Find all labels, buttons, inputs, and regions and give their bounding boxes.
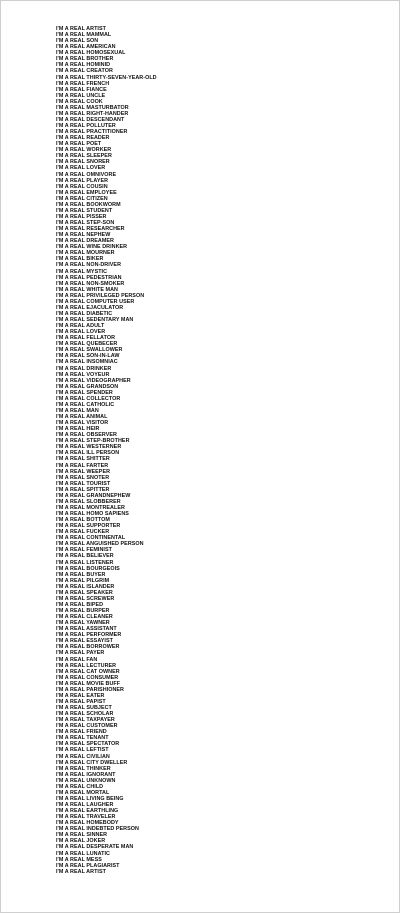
text-line: I'M A REAL COMPUTER USER <box>56 298 135 305</box>
text-line: I'M A REAL PEDESTRIAN <box>56 274 122 281</box>
text-line: I'M A REAL FAN <box>56 656 98 663</box>
text-line: I'M A REAL BOTTOM <box>56 517 110 524</box>
text-line: I'M A REAL EMPLOYEE <box>56 189 117 196</box>
text-line: I'M A REAL PISSER <box>56 213 107 220</box>
text-line: I'M A REAL NON-DRIVER <box>56 262 122 269</box>
text-line: I'M A REAL DRINKER <box>56 365 112 372</box>
text-line: I'M A REAL SLEEPER <box>56 153 112 160</box>
text-line: I'M A REAL SON-IN-LAW <box>56 353 120 360</box>
text-line: I'M A REAL LIVING BEING <box>56 795 124 802</box>
text-line: I'M A REAL CAT OWNER <box>56 668 120 675</box>
text-line: I'M A REAL EARTHLING <box>56 808 119 815</box>
text-line: I'M A REAL SEDENTARY MAN <box>56 317 134 323</box>
text-line: I'M A REAL WHITE MAN <box>56 286 118 293</box>
text-line: I'M A REAL TENANT <box>56 735 109 742</box>
text-line: I'M A REAL ARTIST <box>56 26 106 32</box>
text-line: I'M A REAL FEMINIST <box>56 547 112 554</box>
text-line: I'M A REAL DESPERATE MAN <box>56 844 134 851</box>
text-line: I'M A REAL SUPPORTER <box>56 523 121 530</box>
text-line: I'M A REAL DESCENDANT <box>56 116 125 123</box>
text-line: I'M A REAL INDEBTED PERSON <box>56 826 139 833</box>
text-line: I'M A REAL STUDENT <box>56 207 113 214</box>
text-line: I'M A REAL NON-SMOKER <box>56 280 125 287</box>
text-line: I'M A REAL LECTURER <box>56 662 117 669</box>
text-line: I'M A REAL READER <box>56 135 110 142</box>
text-line: I'M A REAL EJACULATOR <box>56 304 124 311</box>
text-line: I'M A REAL GRANDSON <box>56 383 119 390</box>
text-line: I'M A REAL JOKER <box>56 838 106 845</box>
text-line: I'M A REAL UNCLE <box>56 92 106 99</box>
text-line: I'M A REAL LEFTIST <box>56 747 109 754</box>
text-line: I'M A REAL SCHOLAR <box>56 711 114 718</box>
text-line: I'M A REAL CHILD <box>56 783 104 790</box>
text-line: I'M A REAL COUSIN <box>56 183 108 190</box>
text-line: I'M A REAL DREAMER <box>56 238 114 245</box>
text-line: I'M A REAL SUBJECT <box>56 705 112 711</box>
text-line: I'M A REAL RESEARCHER <box>56 226 125 233</box>
text-line: I'M A REAL SCREWER <box>56 595 115 602</box>
text-line: I'M A REAL VOYEUR <box>56 371 110 378</box>
text-line: I'M A REAL CITY DWELLER <box>56 759 128 766</box>
text-line: I'M A REAL LISTENER <box>56 559 114 566</box>
text-line: I'M A REAL POLLUTER <box>56 123 116 129</box>
text-line: I'M A REAL SWALLOWER <box>56 347 123 354</box>
text-line: I'M A REAL THINKER <box>56 765 111 772</box>
text-line: I'M A REAL CONSUMER <box>56 674 119 681</box>
text-line: I'M A REAL OBSERVER <box>56 432 117 439</box>
text-line: I'M A REAL PERFORMER <box>56 632 122 639</box>
text-line: I'M A REAL CONTINENTAL <box>56 535 126 542</box>
text-line: I'M A REAL PRIVILEGED PERSON <box>56 292 145 299</box>
text-line: I'M A REAL FRIEND <box>56 729 107 736</box>
text-line: I'M A REAL WORKER <box>56 147 112 154</box>
text-line: I'M A REAL FIANCE <box>56 86 107 93</box>
text-line: I'M A REAL BURPER <box>56 608 110 614</box>
text-line: I'M A REAL GRANDNEPHEW <box>56 492 131 499</box>
text-line: I'M A REAL MOVIE BUFF <box>56 680 121 687</box>
text-line: I'M A REAL HOMOSEXUAL <box>56 50 126 57</box>
text-line: I'M A REAL HOMO SAPIENS <box>56 511 129 517</box>
text-line: I'M A REAL SHITTER <box>56 456 110 463</box>
text-line: I'M A REAL VIDEOGRAPHER <box>56 377 131 384</box>
text-line: I'M A REAL BIKER <box>56 256 104 263</box>
text-line: I'M A REAL HOMEBODY <box>56 820 119 827</box>
text-line: I'M A REAL CITIZEN <box>56 195 108 202</box>
text-line: I'M A REAL SON <box>56 38 99 45</box>
text-line: I'M A REAL WINE DRINKER <box>56 244 128 251</box>
text-line: I'M A REAL STEP-BROTHER <box>56 438 130 445</box>
text-line: I'M A REAL PLAGIARIST <box>56 862 120 869</box>
text-line: I'M A REAL MONTREALER <box>56 504 125 511</box>
text-line: I'M A REAL PAPIST <box>56 698 106 705</box>
text-line: I'M A REAL MAMMAL <box>56 32 112 39</box>
text-line: I'M A REAL PARISHIONER <box>56 686 124 693</box>
text-line: I'M A REAL CUSTOMER <box>56 723 118 730</box>
text-line: I'M A REAL VISITOR <box>56 420 109 427</box>
text-line: I'M A REAL SNORER <box>56 159 110 166</box>
text-line: I'M A REAL PRACTITIONER <box>56 129 128 136</box>
text-line: I'M A REAL ANGUISHED PERSON <box>56 541 144 548</box>
text-line: I'M A REAL MAN <box>56 407 99 414</box>
text-line: I'M A REAL HEIR <box>56 426 100 433</box>
text-line: I'M A REAL ISLANDER <box>56 583 115 590</box>
text-line: I'M A REAL IGNORANT <box>56 771 116 778</box>
text-line: I'M A REAL HOMINID <box>56 62 111 69</box>
text-line: I'M A REAL BOURGEOIS <box>56 565 120 572</box>
text-line: I'M A REAL PILGRIM <box>56 577 110 584</box>
text-line: I'M A REAL SNOTER <box>56 474 110 481</box>
text-line: I'M A REAL STEP-SON <box>56 220 115 226</box>
text-line: I'M A REAL TAXPAYER <box>56 717 115 724</box>
text-line: I'M A REAL SINNER <box>56 832 108 839</box>
text-line: I'M A REAL COLLECTOR <box>56 395 121 402</box>
text-line: I'M A REAL EATER <box>56 692 105 699</box>
text-line: I'M A REAL LOVER <box>56 165 106 172</box>
text-line: I'M A REAL AMERICAN <box>56 44 116 51</box>
text-line: I'M A REAL MOURNER <box>56 250 115 257</box>
text-line: I'M A REAL ADULT <box>56 323 105 330</box>
text-line: I'M A REAL QUEBECER <box>56 341 118 348</box>
text-line: I'M A REAL MYSTIC <box>56 268 108 275</box>
text-line: I'M A REAL FELLATOR <box>56 335 116 342</box>
text-line: I'M A REAL OMNIVORE <box>56 171 117 178</box>
text-line: I'M A REAL CATHOLIC <box>56 401 115 408</box>
text-line: I'M A REAL TRAVELER <box>56 814 116 821</box>
text-line: I'M A REAL SPITTER <box>56 486 110 493</box>
text-line: I'M A REAL FARTER <box>56 462 109 469</box>
text-line: I'M A REAL LUNATIC <box>56 850 110 857</box>
text-line: I'M A REAL ASSISTANT <box>56 626 117 633</box>
text-line: I'M A REAL ESSAYIST <box>56 638 113 645</box>
text-line: I'M A REAL SPECTATOR <box>56 741 120 748</box>
text-line: I'M A REAL UNKNOWN <box>56 777 116 784</box>
text-line: I'M A REAL PLAYER <box>56 177 109 184</box>
text-line: I'M A REAL ARTIST <box>56 868 106 875</box>
text-line: I'M A REAL BELIEVER <box>56 553 114 560</box>
text-line: I'M A REAL FRENCH <box>56 80 110 87</box>
text-line: I'M A REAL SPEAKER <box>56 589 113 596</box>
text-line: I'M A REAL LAUGHER <box>56 802 114 808</box>
text-line: I'M A REAL CREATOR <box>56 68 113 75</box>
text-line: I'M A REAL YAWNER <box>56 620 110 627</box>
text-line: I'M A REAL CLEANER <box>56 614 113 621</box>
text-line: I'M A REAL CIVILIAN <box>56 753 110 760</box>
text-line: I'M A REAL INSOMNIAC <box>56 359 118 366</box>
text-line: I'M A REAL POET <box>56 141 102 148</box>
text-line: I'M A REAL BORROWER <box>56 644 120 651</box>
text-line: I'M A REAL NEPHEW <box>56 232 111 239</box>
text-line: I'M A REAL BOOKWORM <box>56 201 121 208</box>
text-line: I'M A REAL MASTURBATOR <box>56 104 129 111</box>
text-line: I'M A REAL WEEPER <box>56 468 111 475</box>
text-list <box>56 26 157 875</box>
text-line: I'M A REAL RIGHT-HANDER <box>56 110 129 117</box>
text-line: I'M A REAL BIPED <box>56 601 104 608</box>
text-line: I'M A REAL BROTHER <box>56 56 114 63</box>
text-line: I'M A REAL WESTERNER <box>56 444 122 451</box>
text-line: I'M A REAL COOK <box>56 98 103 105</box>
text-line: I'M A REAL MESS <box>56 856 102 863</box>
text-line: I'M A REAL SLOBBERER <box>56 498 121 505</box>
text-line: I'M A REAL TOURIST <box>56 480 111 487</box>
text-line: I'M A REAL BUYER <box>56 571 106 578</box>
text-line: I'M A REAL PAYER <box>56 650 105 657</box>
text-line: I'M A REAL THIRTY-SEVEN-YEAR-OLD <box>56 74 157 81</box>
text-line: I'M A REAL ILL PERSON <box>56 450 120 457</box>
text-line: I'M A REAL SPENDER <box>56 389 113 396</box>
text-line: I'M A REAL LOVER <box>56 329 106 336</box>
text-line: I'M A REAL DIABETIC <box>56 310 113 317</box>
text-line: I'M A REAL FUCKER <box>56 529 110 536</box>
text-line: I'M A REAL ANIMAL <box>56 414 108 420</box>
text-line: I'M A REAL MORTAL <box>56 789 110 796</box>
